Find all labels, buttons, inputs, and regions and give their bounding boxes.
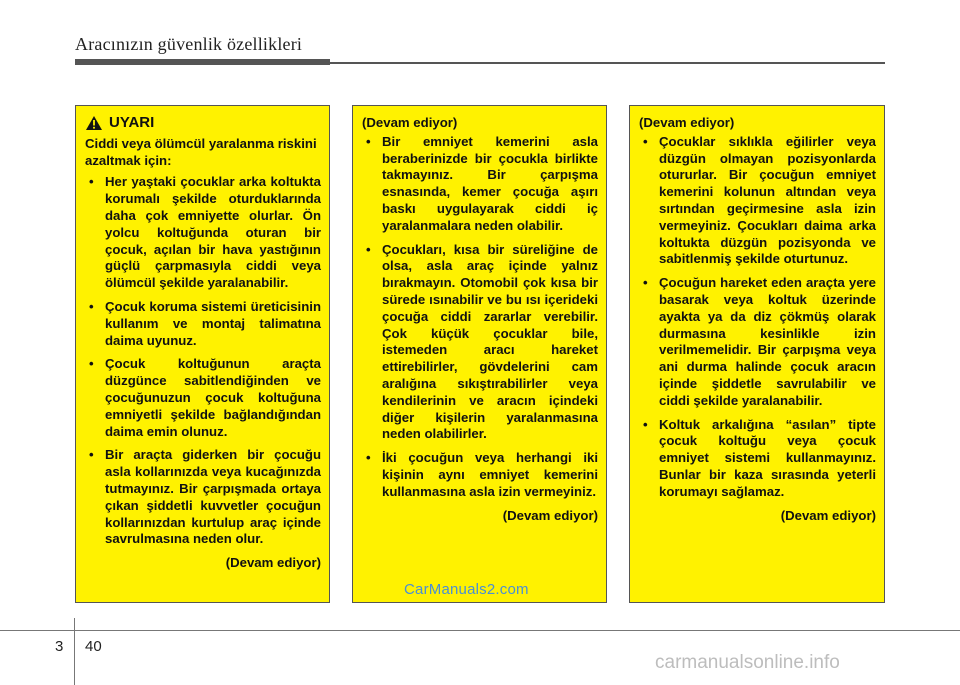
warning-label: UYARI bbox=[109, 114, 155, 131]
warning-heading bbox=[85, 115, 321, 132]
chapter-number: 3 bbox=[55, 638, 64, 655]
warning-box-1 bbox=[75, 105, 330, 603]
warning-box-2 bbox=[352, 105, 607, 603]
continued-label: (Devam ediyor) bbox=[780, 507, 876, 523]
list-item: • İki çocuğun veya herhangi iki kişinin aynı emniyet kemerini kullanmasına asla izin vermeyiniz. bbox=[362, 450, 598, 500]
warning-list-1 bbox=[85, 174, 321, 548]
list-item: • Koltuk arkalığına “asılan” tipte çocuk koltuğu veya çocuk emniyet sistemi kullanmayınız. Bunlar bir kaza sırasında yeterli korumayı sağlamaz. bbox=[639, 417, 876, 501]
footer-divider bbox=[74, 618, 75, 685]
page-number: 40 bbox=[85, 638, 102, 655]
continued-label: (Devam ediyor) bbox=[225, 555, 321, 571]
list-item: • Çocuk koruma sistemi üreticisinin kullanım ve montaj talimatına daima uyunuz. bbox=[85, 299, 321, 349]
header-rule-thick bbox=[75, 59, 330, 65]
continued-label: (Devam ediyor) bbox=[639, 115, 735, 130]
list-item: • Çocukları, kısa bir süreliğine de olsa, asla araç içinde yalnız bırakmayın. Otomobil çok kısa bir sürede ısınabilir ve bu ısı içerideki çocuğa ciddi zararlar verebilir. Çok küçük çocuklar bile, istemeden aracı hareket ettirebilirler, gövdelerini cam aralığına sıkıştırabilirler veya kendilerinin ve aracın içindeki diğer kişilerin yaralanmasına neden olabilirler. bbox=[362, 242, 598, 444]
list-item: • Bir emniyet kemerini asla beraberinizde bir çocukla birlikte takmayınız. Bir çarpışma esnasında, kemer çocuğa aşırı baskı uygulayarak ciddi iç yaralanmalara neden olabilir. bbox=[362, 134, 598, 235]
footer-rule bbox=[0, 630, 960, 631]
watermark-text: CarManuals2.com bbox=[404, 581, 529, 598]
list-item: • Çocuk koltuğunun araçta düzgünce sabitlendiğinden ve çocuğunuzun çocuk koltuğuna emniyetli şekilde bağlandığından daima emin olunuz. bbox=[85, 356, 321, 440]
header-rule-thin bbox=[330, 62, 885, 64]
warning-box-3 bbox=[629, 105, 885, 603]
list-item: • Bir araçta giderken bir çocuğu asla kollarınızda veya kucağınızda tutmayınız. Bir çarpışmada ortaya çıkan şiddetli kuvvetler çocuğun kollarınızdan kurtulup araç içinde savrulmasına neden olur. bbox=[85, 447, 321, 548]
continued-label: (Devam ediyor) bbox=[502, 507, 598, 523]
list-item: • Her yaştaki çocuklar arka koltukta korumalı şekilde oturduklarında daha çok emniyette olurlar. Ön yolcu koltuğunda oturan bir çocuk, açılan bir hava yastığının güçlü çarpmasıyla ciddi veya ölümcül şekilde yaralanabilir. bbox=[85, 174, 321, 292]
continued-label: (Devam ediyor) bbox=[362, 115, 458, 130]
footer-site-watermark: carmanualsonline.info bbox=[655, 652, 840, 673]
list-item: • Çocuklar sıklıkla eğilirler veya düzgün olmayan pozisyonlarda otururlar. Bir çocuğun emniyet kemerini kolunun altından veya sırtından geçirmesine asla izin vermeyiniz. Çocukları daima arka koltukta düzgün pozisyonda ve sabitlenmiş şekilde oturtunuz. bbox=[639, 134, 876, 268]
warning-triangle-icon bbox=[85, 115, 103, 131]
list-item: • Çocuğun hareket eden araçta yere basarak veya koltuk üzerinde ayakta ya da diz çökmüş olarak durmasına kesinlikle izin verilmemelidir. Bir çarpışma veya ani durma halinde çocuk aracın içinde şiddetle savrulabilir ve ciddi şekilde yaralanabilir. bbox=[639, 275, 876, 409]
warning-list-3 bbox=[639, 134, 876, 501]
page-header-title: Aracınızın güvenlik özellikleri bbox=[75, 34, 303, 54]
warning-list-2 bbox=[362, 134, 598, 501]
warning-lead: Ciddi veya ölümcül yaralanma riskini azaltmak için: bbox=[85, 135, 317, 168]
